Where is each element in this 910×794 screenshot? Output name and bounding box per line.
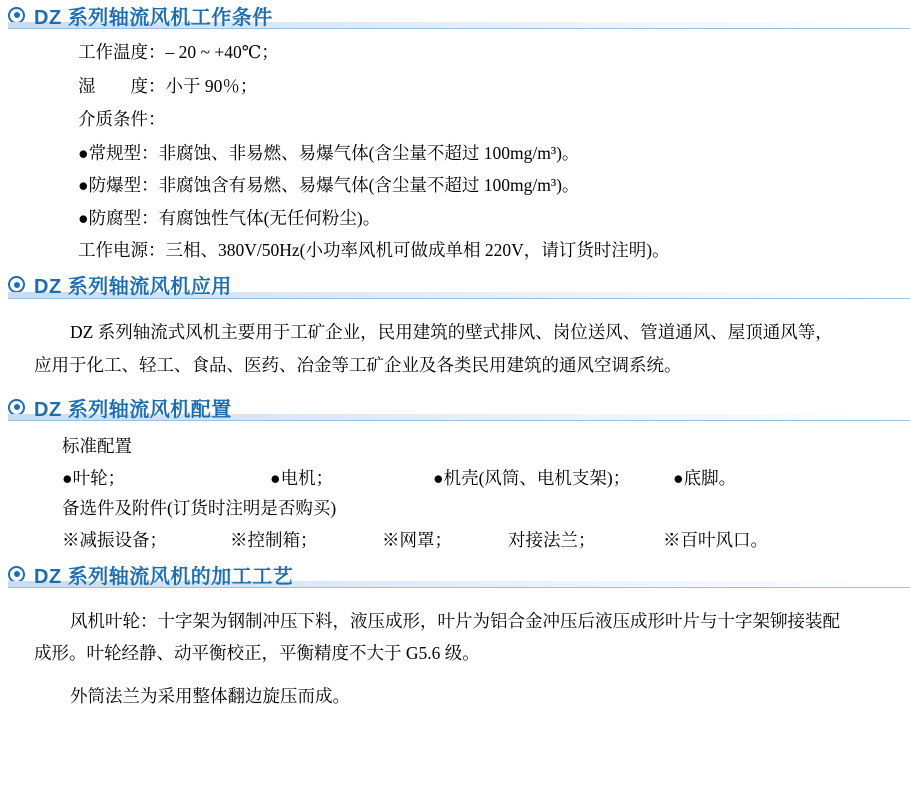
section-title: DZ 系列轴流风机工作条件	[34, 6, 273, 29]
option-item-louver: ※百叶风口。	[663, 529, 768, 550]
section-title: DZ 系列轴流风机的加工工艺	[34, 565, 294, 588]
config-item-base: ●底脚。	[673, 467, 737, 488]
spacer-2	[0, 382, 910, 392]
section-heading-configuration	[0, 392, 910, 422]
condition-line-explosion-proof-type: ●防爆型：非腐蚀含有易燃、易爆气体(含尘量不超过 100mg/m³)。	[78, 175, 580, 195]
option-item-vibration-damper: ※减振设备；	[62, 529, 167, 550]
process-paragraph-impeller: 风机叶轮：十字架为钢制冲压下料，液压成形，叶片为铝合金冲压后液压成形叶片与十字架铆接装配成形。叶轮经静、动平衡校正，平衡精度不大于 G5.6 级。	[34, 611, 840, 664]
process-paragraph-flange: 外筒法兰为采用整体翻边旋压而成。	[70, 685, 350, 706]
section-title: DZ 系列轴流风机应用	[34, 276, 232, 298]
config-item-impeller: ●叶轮；	[62, 467, 126, 488]
spacer-1	[0, 260, 910, 270]
bullet-circle-icon	[8, 566, 25, 583]
standard-config-label: 标准配置	[62, 436, 132, 456]
optional-config-items	[62, 529, 910, 550]
option-item-connecting-flange: 对接法兰；	[508, 529, 596, 550]
section-heading-application	[0, 270, 910, 300]
condition-line-temperature: 工作温度：– 20 ~ +40℃；	[78, 42, 279, 62]
bullet-circle-icon	[8, 399, 25, 416]
config-item-casing: ●机壳(风筒、电机支架)；	[433, 467, 631, 488]
condition-line-standard-type: ●常规型：非腐蚀、非易燃、易爆气体(含尘量不超过 100mg/m³)。	[78, 142, 580, 163]
bullet-circle-icon	[8, 276, 25, 293]
condition-line-medium-label: 介质条件：	[78, 109, 166, 129]
option-item-mesh-guard: ※网罩；	[382, 529, 452, 550]
condition-line-humidity: 湿 度：小于 90％；	[78, 75, 258, 96]
process-body	[0, 589, 910, 712]
working-conditions-body	[0, 30, 910, 260]
section-heading-working-conditions	[0, 0, 910, 30]
config-item-motor: ●电机；	[270, 467, 334, 488]
application-paragraph: DZ 系列轴流式风机主要用于工矿企业，民用建筑的壁式排风、岗位送风、管道通风、屋顶通风等，应用于化工、轻工、食品、医药、冶金等工矿企业及各类民用建筑的通风空调系统。	[34, 321, 833, 375]
bullet-circle-icon	[8, 7, 25, 24]
configuration-body	[0, 422, 910, 549]
standard-config-items	[62, 467, 910, 488]
section-title: DZ 系列轴流风机配置	[34, 398, 232, 421]
spacer-3	[0, 549, 910, 559]
condition-line-anticorrosive-type: ●防腐型：有腐蚀性气体(无任何粉尘)。	[78, 207, 381, 228]
option-item-control-box: ※控制箱；	[230, 529, 318, 550]
optional-config-label: 备选件及附件(订货时注明是否购买)	[62, 498, 337, 518]
condition-line-power-supply: 工作电源：三相、380V/50Hz(小功率风机可做成单相 220V，请订货时注明)。	[78, 240, 670, 260]
section-heading-process	[0, 559, 910, 589]
application-body	[0, 300, 910, 383]
